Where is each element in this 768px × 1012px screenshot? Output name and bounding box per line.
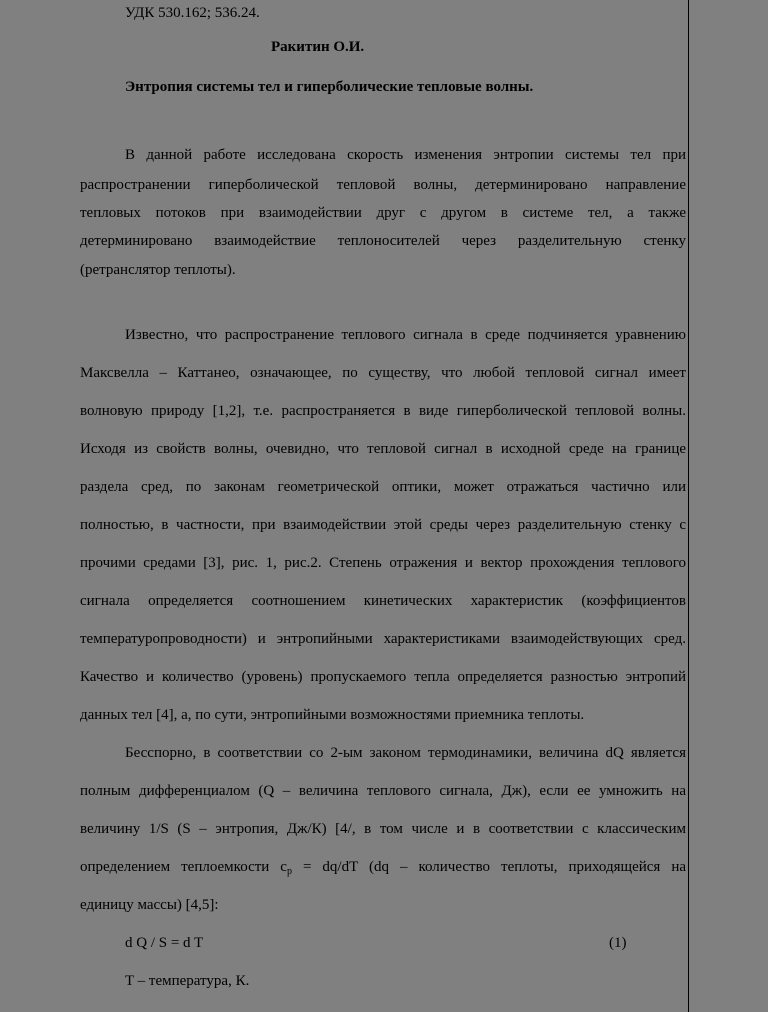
abstract-line: В данной работе исследована скорость изменения энтропии системы тел при xyxy=(125,147,686,163)
abstract-line: распространении гиперболической тепловой волны, детерминировано направление xyxy=(80,177,686,193)
body-line: Качество и количество (уровень) пропускаемого тепла определяется разностью энтропий xyxy=(80,669,686,685)
abstract-line: детерминировано взаимодействие теплоносителей через разделительную стенку xyxy=(80,233,686,249)
body-line: полным дифференциалом (Q – величина теплового сигнала, Дж), если ее умножить на xyxy=(80,783,686,799)
equation-number: (1) xyxy=(609,935,627,951)
body-line: Известно, что распространение теплового сигнала в среде подчиняется уравнению xyxy=(125,327,686,343)
body-line: полностью, в частности, при взаимодействии этой среды через разделительную стенку с xyxy=(80,517,686,533)
text-segment: определением теплоемкости c xyxy=(80,859,287,875)
body-line: Исходя из свойств волны, очевидно, что тепловой сигнал в исходной среде на границе xyxy=(80,441,686,457)
body-line: раздела сред, по законам геометрической оптики, может отражаться частично или xyxy=(80,479,686,495)
body-line: волновую природу [1,2], т.е. распространяется в виде гиперболической тепловой волны. xyxy=(80,403,686,419)
body-line: сигнала определяется соотношением кинетических характеристик (коэффициентов xyxy=(80,593,686,609)
body-line: данных тел [4], а, по сути, энтропийными возможностями приемника теплоты. xyxy=(80,707,585,723)
body-line: единицу массы) [4,5]: xyxy=(80,897,219,913)
equation-formula: d Q / S = d T xyxy=(125,935,204,951)
body-line: Бесспорно, в соответствии со 2-ым законом термодинамики, величина dQ является xyxy=(125,745,686,761)
author-name: Ракитин О.И. xyxy=(271,39,365,55)
variable-definition: T – температура, К. xyxy=(125,973,250,989)
paper-title: Энтропия системы тел и гиперболические тепловые волны. xyxy=(125,79,534,95)
body-line xyxy=(80,858,686,881)
text-segment: = dq/dT (dq – количество теплоты, приходящейся на xyxy=(291,859,686,875)
subscript: p xyxy=(286,866,292,877)
body-line: Максвелла – Каттанео, означающее, по существу, что любой тепловой сигнал имеет xyxy=(80,365,686,381)
abstract-line: тепловых потоков при взаимодействии друг с другом в системе тел, а также xyxy=(80,205,686,221)
body-line: температуропроводности) и энтропийными характеристиками взаимодействующих сред. xyxy=(80,631,686,647)
abstract-line: (ретранслятор теплоты). xyxy=(80,262,236,278)
udk-code: УДК 530.162; 536.24. xyxy=(125,5,260,21)
body-line: величину 1/S (S – энтропия, Дж/К) [4/, в том числе и в соответствии с классическим xyxy=(80,821,686,837)
body-line: прочими средами [3], рис. 1, рис.2. Степень отражения и вектор прохождения теплового xyxy=(80,555,686,571)
margin-rule xyxy=(688,0,689,1012)
